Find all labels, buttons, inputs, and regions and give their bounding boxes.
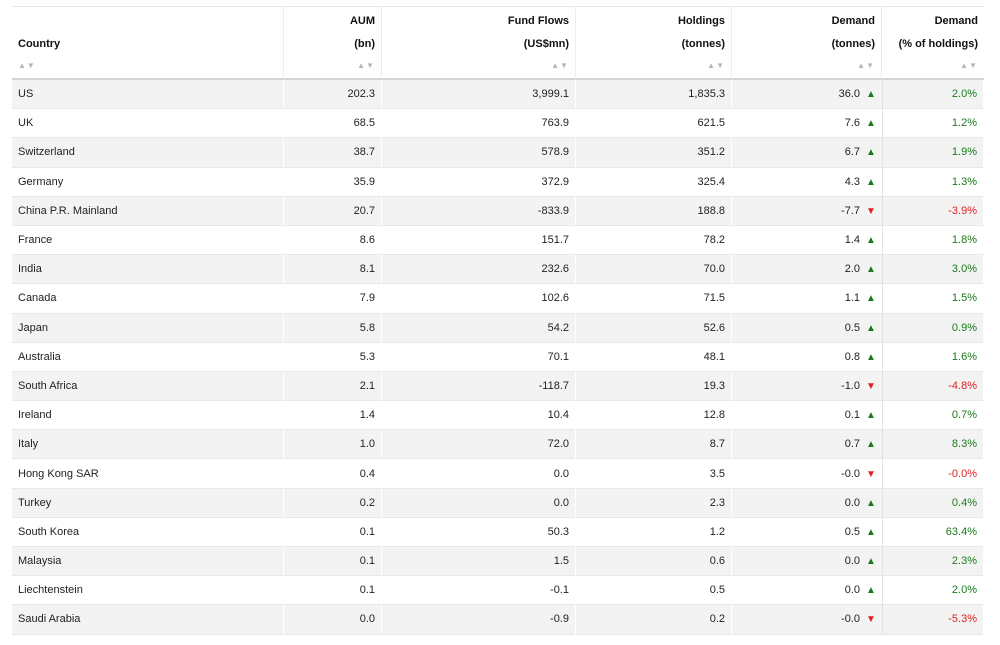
column-header-unit: (tonnes)	[831, 38, 875, 50]
holdings-cell: 3.5	[576, 459, 732, 488]
up-arrow-icon: ▲	[866, 293, 876, 305]
country-cell: UK	[12, 109, 284, 138]
fund-flows-cell: 70.1	[382, 343, 576, 372]
up-arrow-icon: ▲	[866, 497, 876, 509]
column-header-fund-flows[interactable]	[382, 6, 576, 80]
column-header-aum[interactable]	[284, 6, 382, 80]
fund-flows-cell: 102.6	[382, 284, 576, 313]
aum-cell: 0.1	[284, 518, 382, 547]
demand-pct-cell: 0.4%	[882, 489, 984, 518]
demand-pct-cell: 0.7%	[882, 401, 984, 430]
column-header-label: Demand	[831, 15, 875, 27]
up-arrow-icon: ▲	[866, 235, 876, 247]
column-header-label: Demand	[934, 15, 978, 27]
table-row	[12, 605, 984, 634]
demand-cell	[732, 109, 882, 138]
demand-cell	[732, 605, 882, 634]
demand-cell	[732, 197, 882, 226]
demand-pct-cell: -4.8%	[882, 372, 984, 401]
aum-cell: 0.4	[284, 459, 382, 488]
demand-cell	[732, 489, 882, 518]
demand-value: -0.0	[841, 467, 860, 480]
holdings-cell: 0.2	[576, 605, 732, 634]
column-header-country[interactable]	[12, 6, 284, 80]
holdings-cell: 8.7	[576, 430, 732, 459]
demand-cell	[732, 226, 882, 255]
up-arrow-icon: ▲	[866, 585, 876, 597]
sort-icon[interactable]: ▲▼	[707, 61, 725, 70]
fund-flows-cell: 232.6	[382, 255, 576, 284]
demand-value: 0.0	[844, 496, 860, 509]
holdings-cell: 19.3	[576, 372, 732, 401]
down-arrow-icon: ▼	[866, 205, 876, 217]
fund-flows-cell: 3,999.1	[382, 80, 576, 109]
demand-value: 2.0	[844, 263, 860, 276]
demand-value: 4.3	[844, 175, 860, 188]
demand-cell	[732, 255, 882, 284]
column-header-demand-pct[interactable]	[882, 6, 984, 80]
demand-value: 0.1	[844, 409, 860, 422]
holdings-cell: 52.6	[576, 314, 732, 343]
demand-pct-cell: 1.2%	[882, 109, 984, 138]
holdings-table	[12, 6, 984, 635]
demand-cell	[732, 314, 882, 343]
fund-flows-cell: 0.0	[382, 459, 576, 488]
column-header-label: Fund Flows	[507, 15, 569, 27]
country-cell: US	[12, 80, 284, 109]
fund-flows-cell: -118.7	[382, 372, 576, 401]
country-cell: France	[12, 226, 284, 255]
demand-cell	[732, 372, 882, 401]
holdings-cell: 12.8	[576, 401, 732, 430]
column-header-label: Holdings	[677, 15, 725, 27]
aum-cell: 1.0	[284, 430, 382, 459]
sort-icon[interactable]: ▲▼	[960, 61, 978, 70]
sort-icon[interactable]: ▲▼	[357, 61, 375, 70]
country-cell: Germany	[12, 168, 284, 197]
fund-flows-cell: -0.9	[382, 605, 576, 634]
holdings-cell: 1,835.3	[576, 80, 732, 109]
demand-value: -7.7	[841, 204, 860, 217]
up-arrow-icon: ▲	[866, 410, 876, 422]
country-cell: India	[12, 255, 284, 284]
table-row	[12, 518, 984, 547]
country-cell: Liechtenstein	[12, 576, 284, 605]
table-row	[12, 576, 984, 605]
demand-value: 0.0	[844, 584, 860, 597]
up-arrow-icon: ▲	[866, 556, 876, 568]
demand-pct-cell: 1.6%	[882, 343, 984, 372]
aum-cell: 202.3	[284, 80, 382, 109]
column-header-unit: (bn)	[354, 38, 375, 50]
demand-value: 0.5	[844, 525, 860, 538]
column-header-demand-tonnes[interactable]	[732, 6, 882, 80]
table-row	[12, 489, 984, 518]
table-row	[12, 168, 984, 197]
demand-value: 36.0	[838, 88, 860, 101]
holdings-cell: 0.5	[576, 576, 732, 605]
column-header-unit: (tonnes)	[681, 38, 725, 50]
down-arrow-icon: ▼	[866, 614, 876, 626]
aum-cell: 2.1	[284, 372, 382, 401]
holdings-cell: 325.4	[576, 168, 732, 197]
fund-flows-cell: 763.9	[382, 109, 576, 138]
demand-cell	[732, 343, 882, 372]
country-cell: Canada	[12, 284, 284, 313]
demand-value: 6.7	[844, 146, 860, 159]
table-row	[12, 109, 984, 138]
holdings-cell: 351.2	[576, 138, 732, 167]
table-row	[12, 372, 984, 401]
table-row	[12, 401, 984, 430]
holdings-cell: 70.0	[576, 255, 732, 284]
fund-flows-cell: -833.9	[382, 197, 576, 226]
holdings-table-container	[12, 6, 984, 635]
demand-value: 7.6	[844, 117, 860, 130]
aum-cell: 8.1	[284, 255, 382, 284]
demand-value: 0.8	[844, 350, 860, 363]
fund-flows-cell: 72.0	[382, 430, 576, 459]
up-arrow-icon: ▲	[866, 351, 876, 363]
aum-cell: 0.2	[284, 489, 382, 518]
demand-cell	[732, 430, 882, 459]
demand-pct-cell: -5.3%	[882, 605, 984, 634]
fund-flows-cell: 50.3	[382, 518, 576, 547]
table-row	[12, 138, 984, 167]
sort-icon[interactable]: ▲▼	[857, 61, 875, 70]
country-cell: Ireland	[12, 401, 284, 430]
column-header-holdings[interactable]	[576, 6, 732, 80]
demand-pct-cell: 2.3%	[882, 547, 984, 576]
demand-cell	[732, 576, 882, 605]
country-cell: Italy	[12, 430, 284, 459]
demand-pct-cell: 1.3%	[882, 168, 984, 197]
demand-cell	[732, 284, 882, 313]
fund-flows-cell: 372.9	[382, 168, 576, 197]
table-row	[12, 255, 984, 284]
table-row	[12, 197, 984, 226]
sort-icon[interactable]: ▲▼	[18, 61, 36, 70]
holdings-cell: 188.8	[576, 197, 732, 226]
up-arrow-icon: ▲	[866, 439, 876, 451]
table-row	[12, 459, 984, 488]
demand-cell	[732, 80, 882, 109]
fund-flows-cell: 1.5	[382, 547, 576, 576]
demand-value: 1.4	[844, 234, 860, 247]
column-header-label: AUM	[349, 15, 375, 27]
table-row	[12, 80, 984, 109]
fund-flows-cell: 578.9	[382, 138, 576, 167]
table-header-row	[12, 6, 984, 80]
fund-flows-cell: 0.0	[382, 489, 576, 518]
demand-value: 0.0	[844, 555, 860, 568]
demand-value: 1.1	[844, 292, 860, 305]
up-arrow-icon: ▲	[866, 264, 876, 276]
fund-flows-cell: 10.4	[382, 401, 576, 430]
aum-cell: 8.6	[284, 226, 382, 255]
demand-value: 0.5	[844, 321, 860, 334]
country-cell: Hong Kong SAR	[12, 459, 284, 488]
table-row	[12, 284, 984, 313]
demand-pct-cell: 3.0%	[882, 255, 984, 284]
demand-pct-cell: 1.9%	[882, 138, 984, 167]
aum-cell: 0.1	[284, 576, 382, 605]
up-arrow-icon: ▲	[866, 89, 876, 101]
demand-value: 0.7	[844, 438, 860, 451]
holdings-cell: 0.6	[576, 547, 732, 576]
country-cell: Saudi Arabia	[12, 605, 284, 634]
country-cell: South Korea	[12, 518, 284, 547]
down-arrow-icon: ▼	[866, 468, 876, 480]
demand-pct-cell: 2.0%	[882, 80, 984, 109]
demand-cell	[732, 168, 882, 197]
aum-cell: 0.1	[284, 547, 382, 576]
demand-value: -1.0	[841, 379, 860, 392]
table-row	[12, 314, 984, 343]
aum-cell: 5.8	[284, 314, 382, 343]
down-arrow-icon: ▼	[866, 380, 876, 392]
country-cell: Australia	[12, 343, 284, 372]
column-header-unit: (% of holdings)	[898, 38, 978, 50]
demand-cell	[732, 547, 882, 576]
demand-pct-cell: -3.9%	[882, 197, 984, 226]
up-arrow-icon: ▲	[866, 147, 876, 159]
column-header-label: Country	[18, 38, 61, 50]
up-arrow-icon: ▲	[866, 176, 876, 188]
fund-flows-cell: -0.1	[382, 576, 576, 605]
demand-pct-cell: 63.4%	[882, 518, 984, 547]
table-row	[12, 430, 984, 459]
aum-cell: 7.9	[284, 284, 382, 313]
sort-icon[interactable]: ▲▼	[551, 61, 569, 70]
country-cell: Malaysia	[12, 547, 284, 576]
aum-cell: 5.3	[284, 343, 382, 372]
demand-pct-cell: 2.0%	[882, 576, 984, 605]
aum-cell: 0.0	[284, 605, 382, 634]
demand-pct-cell: 1.5%	[882, 284, 984, 313]
holdings-cell: 48.1	[576, 343, 732, 372]
demand-pct-cell: 8.3%	[882, 430, 984, 459]
aum-cell: 38.7	[284, 138, 382, 167]
table-row	[12, 547, 984, 576]
up-arrow-icon: ▲	[866, 322, 876, 334]
aum-cell: 68.5	[284, 109, 382, 138]
country-cell: China P.R. Mainland	[12, 197, 284, 226]
holdings-cell: 71.5	[576, 284, 732, 313]
holdings-cell: 621.5	[576, 109, 732, 138]
table-body	[12, 80, 984, 635]
column-header-unit: (US$mn)	[523, 38, 569, 50]
table-row	[12, 226, 984, 255]
country-cell: South Africa	[12, 372, 284, 401]
country-cell: Switzerland	[12, 138, 284, 167]
up-arrow-icon: ▲	[866, 526, 876, 538]
demand-cell	[732, 518, 882, 547]
holdings-cell: 1.2	[576, 518, 732, 547]
demand-value: -0.0	[841, 613, 860, 626]
aum-cell: 1.4	[284, 401, 382, 430]
aum-cell: 35.9	[284, 168, 382, 197]
country-cell: Japan	[12, 314, 284, 343]
demand-pct-cell: 1.8%	[882, 226, 984, 255]
demand-cell	[732, 401, 882, 430]
aum-cell: 20.7	[284, 197, 382, 226]
table-row	[12, 343, 984, 372]
demand-pct-cell: 0.9%	[882, 314, 984, 343]
demand-cell	[732, 138, 882, 167]
country-cell: Turkey	[12, 489, 284, 518]
holdings-cell: 78.2	[576, 226, 732, 255]
fund-flows-cell: 54.2	[382, 314, 576, 343]
holdings-cell: 2.3	[576, 489, 732, 518]
fund-flows-cell: 151.7	[382, 226, 576, 255]
demand-pct-cell: -0.0%	[882, 459, 984, 488]
up-arrow-icon: ▲	[866, 118, 876, 130]
demand-cell	[732, 459, 882, 488]
